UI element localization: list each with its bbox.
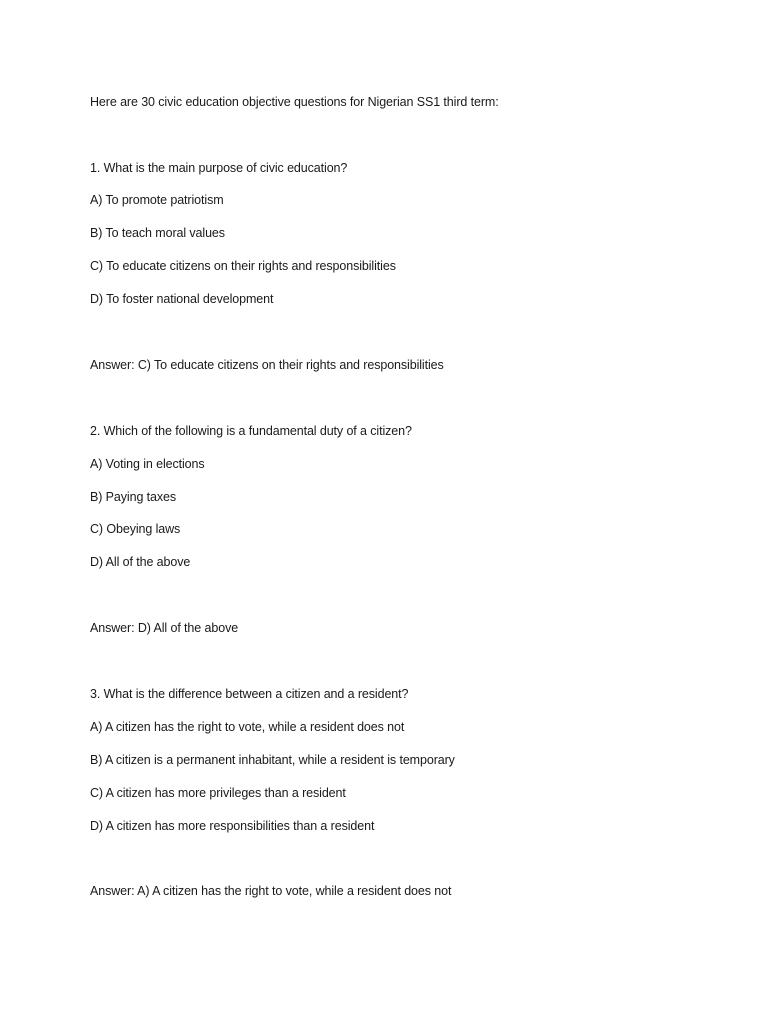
question-2-answer: Answer: D) All of the above — [90, 621, 239, 635]
question-3-option-d: D) A citizen has more responsibilities than a resident — [90, 819, 375, 833]
question-3-text: 3. What is the difference between a citizen and a resident? — [90, 687, 409, 701]
question-1-text: 1. What is the main purpose of civic education? — [90, 161, 348, 175]
question-3-option-c: C) A citizen has more privileges than a resident — [90, 786, 346, 800]
question-2-option-b: B) Paying taxes — [90, 490, 177, 504]
question-1-option-b: B) To teach moral values — [90, 226, 225, 240]
question-2-option-c: C) Obeying laws — [90, 522, 181, 536]
question-2-text: 2. Which of the following is a fundamental duty of a citizen? — [90, 424, 412, 438]
question-1-option-c: C) To educate citizens on their rights and responsibilities — [90, 259, 396, 273]
question-1-answer: Answer: C) To educate citizens on their rights and responsibilities — [90, 358, 444, 372]
question-1-option-a: A) To promote patriotism — [90, 193, 224, 207]
question-2-option-d: D) All of the above — [90, 555, 191, 569]
question-3-option-a: A) A citizen has the right to vote, while a resident does not — [90, 720, 405, 734]
question-1-option-d: D) To foster national development — [90, 292, 274, 306]
question-3-option-b: B) A citizen is a permanent inhabitant, while a resident is temporary — [90, 753, 455, 767]
question-3-answer: Answer: A) A citizen has the right to vote, while a resident does not — [90, 884, 452, 898]
intro-text: Here are 30 civic education objective questions for Nigerian SS1 third term: — [90, 95, 499, 109]
question-2-option-a: A) Voting in elections — [90, 457, 205, 471]
